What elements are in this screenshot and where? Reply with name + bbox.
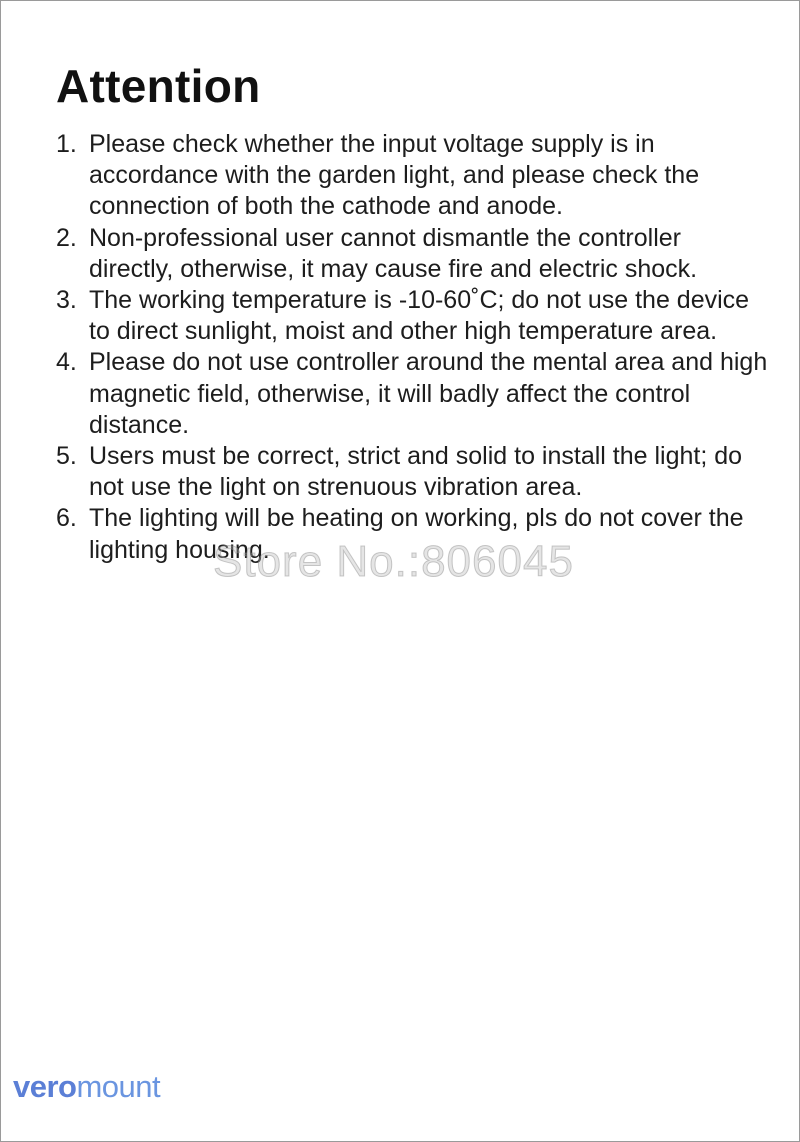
list-item — [56, 223, 771, 285]
list-item-text: The lighting will be heating on working, pls do not cover the lighting housing. — [89, 504, 744, 564]
list-item — [56, 503, 771, 565]
list-item-number: 3. — [56, 286, 77, 315]
store-watermark: Store No.:806045 — [213, 537, 574, 586]
list-item-number: 2. — [56, 223, 77, 252]
list-item-number: 5. — [56, 442, 77, 471]
logo-part-mount: mount — [76, 1069, 161, 1104]
attention-list — [56, 129, 771, 566]
list-item-text: Non-professional user cannot dismantle the controller directly, otherwise, it may cause fire and electric shock. — [89, 223, 698, 283]
logo-part-vero: vero — [13, 1069, 77, 1104]
list-item-text: The working temperature is -10-60˚C; do not use the device to direct sunlight, moist and other high temperature area. — [89, 286, 750, 346]
list-item-text: Users must be correct, strict and solid to install the light; do not use the light on strenuous vibration area. — [89, 442, 743, 502]
page-title: Attention — [56, 60, 261, 112]
brand-logo — [13, 1071, 160, 1102]
list-item — [56, 285, 771, 347]
list-item-number: 6. — [56, 504, 77, 533]
list-item — [56, 441, 771, 503]
list-item-number: 1. — [56, 130, 77, 158]
list-item-number: 4. — [56, 348, 77, 377]
list-item — [56, 129, 771, 223]
list-item-text: Please do not use controller around the mental area and high magnetic field, otherwise, it will badly affect the control distance. — [89, 348, 768, 439]
list-item — [56, 347, 771, 441]
list-item-text: Please check whether the input voltage supply is in accordance with the garden light, and please check the connection of both the cathode and anode. — [89, 130, 700, 221]
